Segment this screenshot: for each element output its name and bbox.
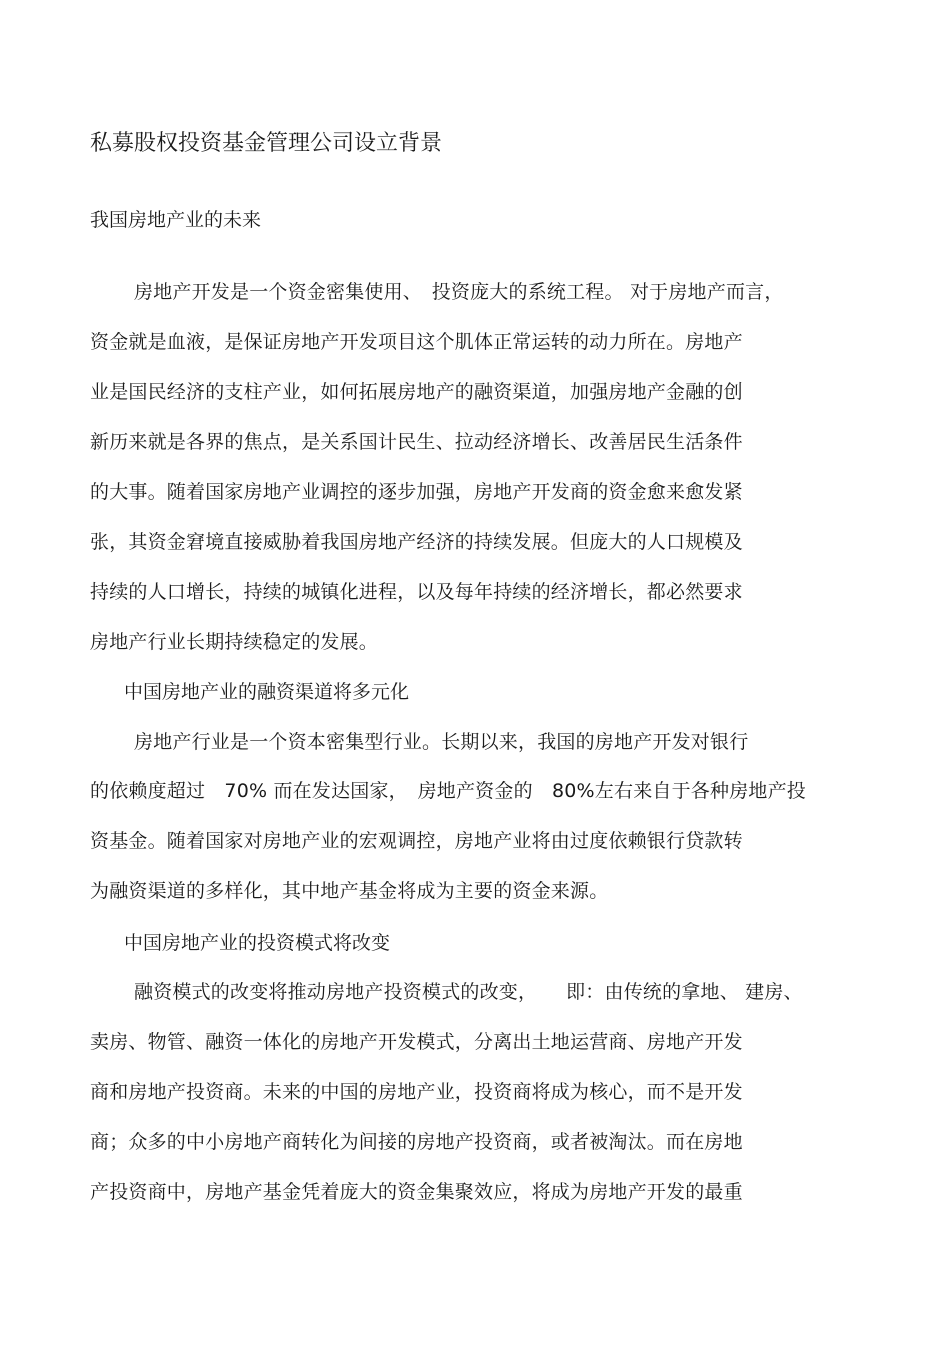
paragraph-line: 卖房、物管、融资一体化的房地产开发模式，分离出土地运营商、房地产开发 [90, 1031, 743, 1053]
paragraph-line: 资基金。随着国家对房地产业的宏观调控，房地产业将由过度依赖银行贷款转 [90, 830, 743, 852]
paragraph-line: 房地产行业是一个资本密集型行业。长期以来，我国的房地产开发对银行 [134, 731, 749, 753]
paragraph-line: 商；众多的中小房地产商转化为间接的房地产投资商，或者被淘汰。而在房地 [90, 1131, 743, 1153]
paragraph-line: 张，其资金窘境直接威胁着我国房地产经济的持续发展。但庞大的人口规模及 [90, 531, 743, 553]
paragraph-line: 新历来就是各界的焦点，是关系国计民生、拉动经济增长、改善居民生活条件 [90, 431, 743, 453]
paragraph-line: 房地产行业长期持续稳定的发展。 [90, 631, 379, 653]
section-title: 我国房地产业的未来 [90, 209, 262, 231]
document-title: 私募股权投资基金管理公司设立背景 [90, 131, 443, 156]
paragraph-line: 持续的人口增长，持续的城镇化进程，以及每年持续的经济增长，都必然要求 [90, 581, 743, 603]
paragraph-line: 房地产开发是一个资金密集使用、 投资庞大的系统工程。 对于房地产而言， [134, 281, 784, 303]
paragraph-line: 业是国民经济的支柱产业，如何拓展房地产的融资渠道，加强房地产金融的创 [90, 381, 743, 403]
paragraph-line: 的大事。随着国家房地产业调控的逐步加强，房地产开发商的资金愈来愈发紧 [90, 481, 743, 503]
paragraph-line: 的依赖度超过 70% 而在发达国家， 房地产资金的 80%左右来自于各种房地产投 [90, 780, 807, 802]
section-heading: 中国房地产业的投资模式将改变 [124, 932, 391, 954]
paragraph-line: 资金就是血液，是保证房地产开发项目这个肌体正常运转的动力所在。房地产 [90, 331, 743, 353]
section-heading: 中国房地产业的融资渠道将多元化 [124, 681, 410, 703]
paragraph-line: 为融资渠道的多样化，其中地产基金将成为主要的资金来源。 [90, 880, 609, 902]
paragraph-line: 商和房地产投资商。未来的中国的房地产业，投资商将成为核心，而不是开发 [90, 1081, 743, 1103]
paragraph-line: 产投资商中，房地产基金凭着庞大的资金集聚效应，将成为房地产开发的最重 [90, 1181, 743, 1203]
paragraph-line: 融资模式的改变将推动房地产投资模式的改变， 即：由传统的拿地、 建房、 [134, 981, 803, 1003]
